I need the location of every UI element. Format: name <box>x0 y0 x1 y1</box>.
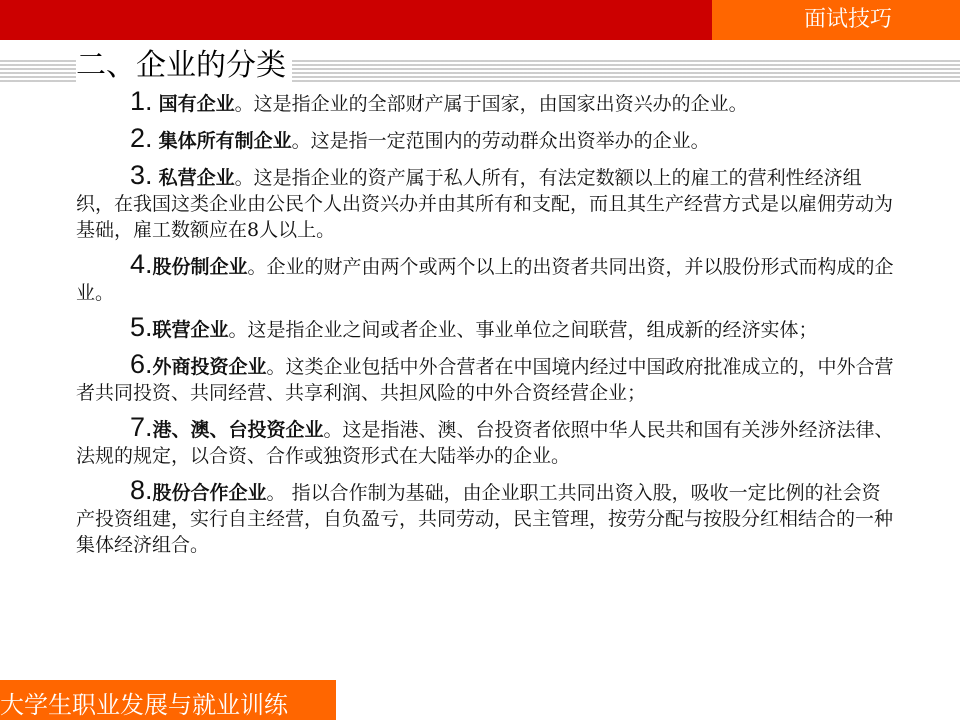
page-title: 二、企业的分类 <box>76 48 292 84</box>
item-text: 。企业的财产由两个或两个以上的出资者共同出资，并以股份形式而构成的企业。 <box>76 256 894 304</box>
item-number: 2. <box>130 123 153 153</box>
item-term: 股份合作企业 <box>152 482 267 504</box>
item-text: 。 指以合作制为基础，由企业职工共同出资入股，吸收一定比例的社会资产投资组建，实行自主经营，自负盈亏，共同劳动，民主管理，按劳分配与按股分红相结合的一种集体经济组合。 <box>76 482 894 556</box>
list-item <box>76 88 896 117</box>
item-term: 股份制企业 <box>152 256 248 278</box>
item-number: 3. <box>130 160 153 190</box>
list-item <box>76 162 896 243</box>
item-text: 。这类企业包括中外合营者在中国境内经过中国政府批准成立的，中外合营者共同投资、共同经营、共享利润、共担风险的中外合资经营企业； <box>76 356 894 404</box>
item-term: 集体所有制企业 <box>158 130 292 152</box>
list-item <box>76 351 896 406</box>
content-body <box>76 88 896 566</box>
item-term: 私营企业 <box>158 167 235 189</box>
item-number: 7. <box>130 412 153 442</box>
item-term: 联营企业 <box>152 319 229 341</box>
footer-label: 大学生职业发展与就业训练 <box>0 691 288 719</box>
header-bar-red <box>0 0 712 40</box>
item-term: 港、澳、台投资企业 <box>152 419 324 441</box>
item-number: 6. <box>130 349 153 379</box>
item-text: 。这是指一定范围内的劳动群众出资举办的企业。 <box>291 130 710 152</box>
list-item <box>76 414 896 469</box>
item-number: 1. <box>130 86 153 116</box>
item-text: 。这是指企业的资产属于私人所有，有法定数额以上的雇工的营利性经济组织，在我国这类企业由公民个人出资兴办并由其所有和支配，而且其生产经营方式是以雇佣劳动为基础，雇工数额应在8人以上。 <box>76 167 894 241</box>
item-number: 5. <box>130 312 153 342</box>
list-item <box>76 251 896 306</box>
item-term: 外商投资企业 <box>152 356 267 378</box>
list-item <box>76 125 896 154</box>
list-item <box>76 314 896 343</box>
item-term: 国有企业 <box>158 93 235 115</box>
item-text: 。这是指港、澳、台投资者依照中华人民共和国有关涉外经济法律、法规的规定，以合资、合作或独资形式在大陆举办的企业。 <box>76 419 894 467</box>
item-number: 8. <box>130 475 153 505</box>
header-label: 面试技巧 <box>803 7 892 32</box>
item-number: 4. <box>130 249 153 279</box>
list-item <box>76 477 896 558</box>
item-text: 。这是指企业的全部财产属于国家，由国家出资兴办的企业。 <box>234 93 748 115</box>
item-text: 。这是指企业之间或者企业、事业单位之间联营，组成新的经济实体； <box>228 319 818 341</box>
